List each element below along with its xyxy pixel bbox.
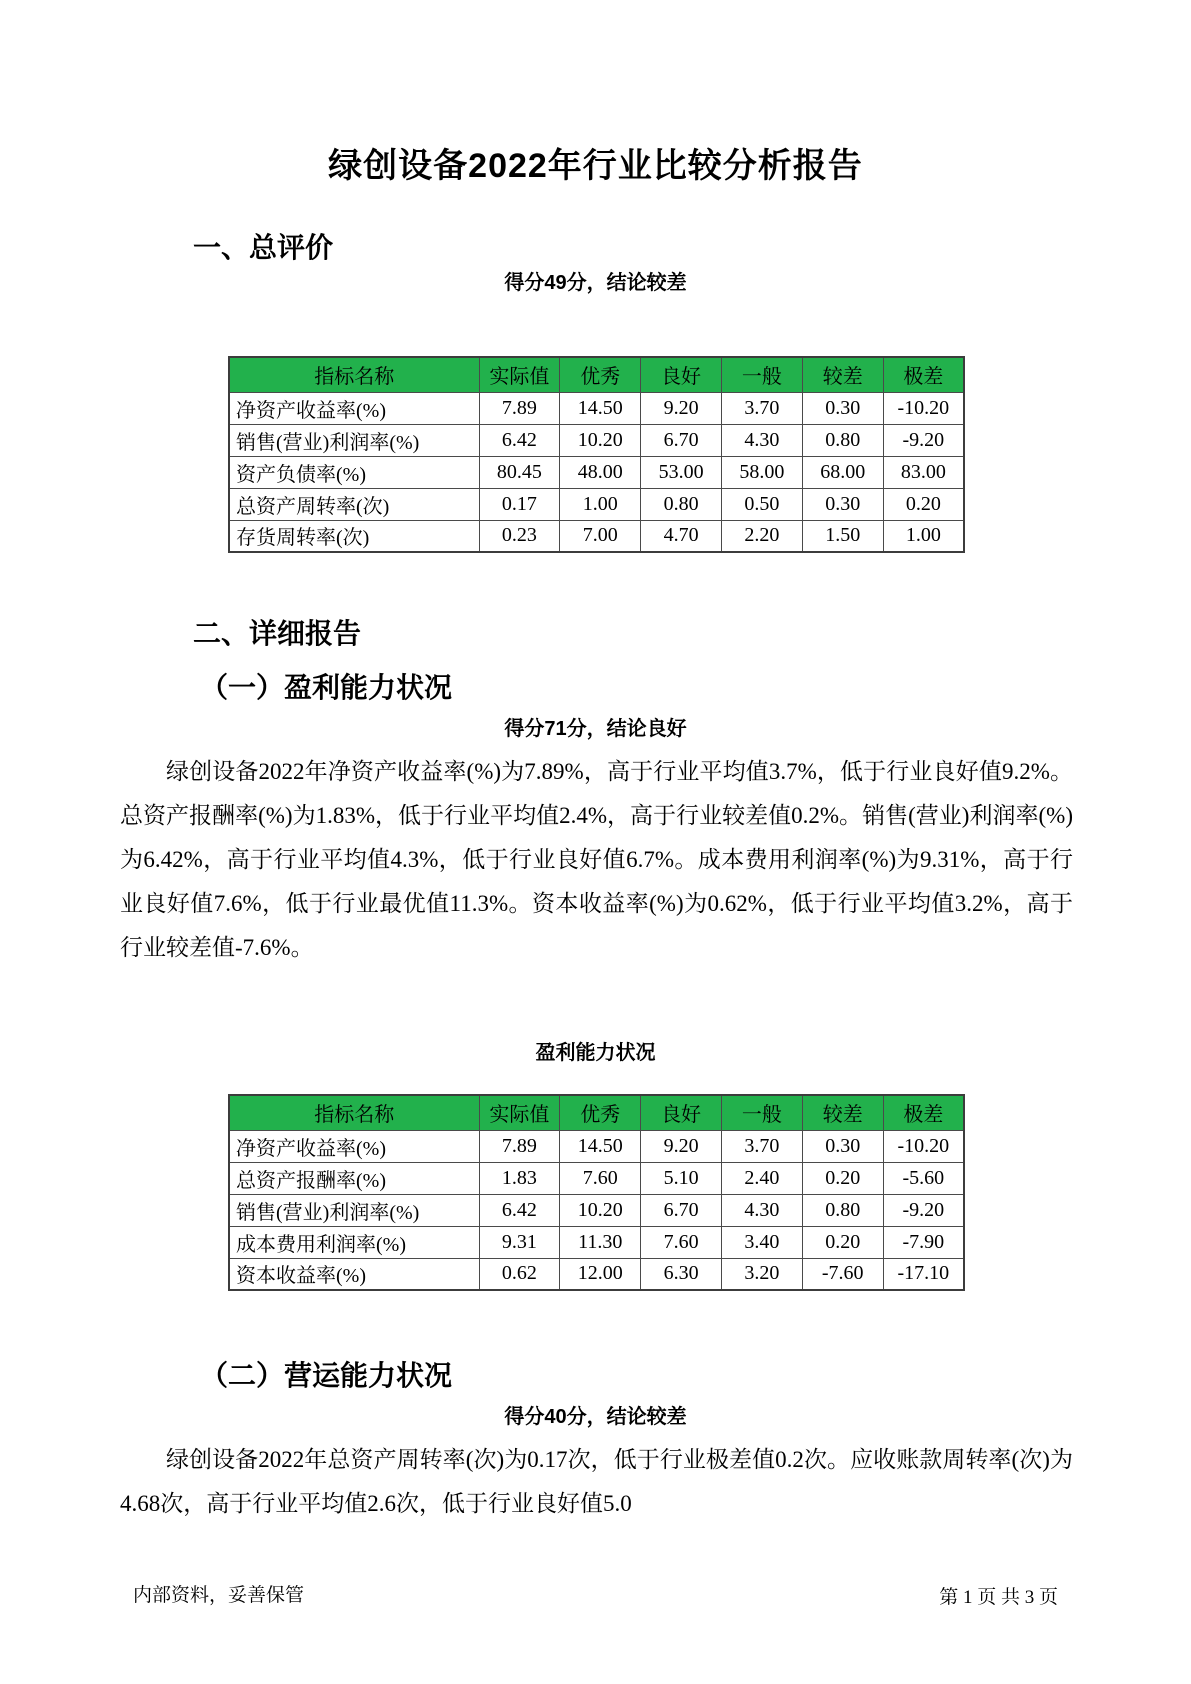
value-cell: 6.30 (641, 1258, 722, 1290)
value-cell: 0.30 (802, 392, 883, 424)
indicator-name-cell: 资产负债率(%) (229, 456, 479, 488)
table-row (229, 392, 964, 424)
value-cell: -7.60 (802, 1258, 883, 1290)
profitability-indicator-table (228, 1094, 965, 1291)
table-row (229, 456, 964, 488)
table-row (229, 1162, 964, 1194)
value-cell: 9.20 (641, 1130, 722, 1162)
column-header: 极差 (883, 1095, 964, 1130)
value-cell: 0.62 (479, 1258, 560, 1290)
column-header: 一般 (721, 357, 802, 392)
value-cell: 7.60 (560, 1162, 641, 1194)
value-cell: 7.00 (560, 520, 641, 552)
value-cell: 0.30 (802, 488, 883, 520)
column-header: 良好 (641, 357, 722, 392)
indicator-name-cell: 销售(营业)利润率(%) (229, 424, 479, 456)
value-cell: 7.60 (641, 1226, 722, 1258)
value-cell: 3.70 (721, 392, 802, 424)
value-cell: 0.20 (883, 488, 964, 520)
value-cell: 0.20 (802, 1162, 883, 1194)
value-cell: 3.20 (721, 1258, 802, 1290)
column-header: 较差 (802, 1095, 883, 1130)
value-cell: 6.70 (641, 424, 722, 456)
indicator-name-cell: 净资产收益率(%) (229, 392, 479, 424)
value-cell: 6.42 (479, 424, 560, 456)
footer-page-number: 第 1 页 共 3 页 (939, 1587, 1058, 1608)
value-cell: 2.20 (721, 520, 802, 552)
value-cell: 7.89 (479, 1130, 560, 1162)
value-cell: 0.20 (802, 1226, 883, 1258)
profitability-paragraph: 绿创设备2022年净资产收益率(%)为7.89%，高于行业平均值3.7%，低于行业良好值9.2%。总资产报酬率(%)为1.83%，低于行业平均值2.4%，高于行业较差值0.2%。销售(营业)利润率(%)为6.42%，高于行业平均值4.3%，低于行业良好值6.7%。成本费用利润率(%)为9.31%，高于行业良好值7.6%，低于行业最优值11.3%。资本收益率(%)为0.62%，低于行业平均值3.2%，高于行业较差值-7.6%。 (120, 759, 1073, 960)
value-cell: 6.42 (479, 1194, 560, 1226)
value-cell: 4.70 (641, 520, 722, 552)
value-cell: 10.20 (560, 1194, 641, 1226)
value-cell: 1.83 (479, 1162, 560, 1194)
column-header: 极差 (883, 357, 964, 392)
table-row (229, 488, 964, 520)
value-cell: 3.40 (721, 1226, 802, 1258)
column-header: 较差 (802, 357, 883, 392)
indicator-name-cell: 总资产周转率(次) (229, 488, 479, 520)
value-cell: 12.00 (560, 1258, 641, 1290)
value-cell: 14.50 (560, 392, 641, 424)
value-cell: 0.50 (721, 488, 802, 520)
indicator-name-cell: 总资产报酬率(%) (229, 1162, 479, 1194)
operating-score-line: 得分40分，结论较差 (504, 1406, 687, 1428)
value-cell: 9.20 (641, 392, 722, 424)
column-header: 指标名称 (229, 1095, 479, 1130)
value-cell: 0.80 (802, 424, 883, 456)
value-cell: 68.00 (802, 456, 883, 488)
table-row (229, 1226, 964, 1258)
value-cell: 0.80 (641, 488, 722, 520)
value-cell: 58.00 (721, 456, 802, 488)
table-header-row (229, 357, 964, 392)
value-cell: 1.00 (560, 488, 641, 520)
value-cell: -5.60 (883, 1162, 964, 1194)
value-cell: 83.00 (883, 456, 964, 488)
value-cell: 2.40 (721, 1162, 802, 1194)
indicator-name-cell: 资本收益率(%) (229, 1258, 479, 1290)
value-cell: 1.50 (802, 520, 883, 552)
value-cell: -17.10 (883, 1258, 964, 1290)
value-cell: 0.17 (479, 488, 560, 520)
heading-operating: （二）营运能力状况 (200, 1360, 453, 1391)
value-cell: 9.31 (479, 1226, 560, 1258)
column-header: 实际值 (479, 1095, 560, 1130)
value-cell: 3.70 (721, 1130, 802, 1162)
value-cell: 5.10 (641, 1162, 722, 1194)
value-cell: 0.80 (802, 1194, 883, 1226)
footer-confidential-note: 内部资料，妥善保管 (133, 1585, 305, 1606)
table-row (229, 1258, 964, 1290)
table-row (229, 1130, 964, 1162)
column-header: 一般 (721, 1095, 802, 1130)
value-cell: 10.20 (560, 424, 641, 456)
value-cell: 4.30 (721, 1194, 802, 1226)
value-cell: 7.89 (479, 392, 560, 424)
profitability-score-line: 得分71分，结论良好 (504, 718, 687, 740)
value-cell: 6.70 (641, 1194, 722, 1226)
indicator-name-cell: 成本费用利润率(%) (229, 1226, 479, 1258)
column-header: 实际值 (479, 357, 560, 392)
value-cell: -7.90 (883, 1226, 964, 1258)
column-header: 优秀 (560, 1095, 641, 1130)
value-cell: 4.30 (721, 424, 802, 456)
value-cell: -9.20 (883, 424, 964, 456)
table-row (229, 520, 964, 552)
value-cell: -10.20 (883, 1130, 964, 1162)
value-cell: 48.00 (560, 456, 641, 488)
value-cell: 14.50 (560, 1130, 641, 1162)
heading-overall-evaluation: 一、总评价 (193, 232, 334, 263)
profitability-table-caption: 盈利能力状况 (535, 1042, 656, 1064)
value-cell: 0.30 (802, 1130, 883, 1162)
indicator-name-cell: 存货周转率(次) (229, 520, 479, 552)
overall-score-line: 得分49分，结论较差 (504, 272, 687, 294)
value-cell: 0.23 (479, 520, 560, 552)
value-cell: -10.20 (883, 392, 964, 424)
heading-detail-report: 二、详细报告 (193, 618, 362, 649)
table-row (229, 1194, 964, 1226)
indicator-name-cell: 销售(营业)利润率(%) (229, 1194, 479, 1226)
heading-profitability: （一）盈利能力状况 (200, 672, 453, 703)
document-title: 绿创设备2022年行业比较分析报告 (328, 147, 863, 185)
table-row (229, 424, 964, 456)
overall-indicator-table (228, 356, 965, 553)
indicator-name-cell: 净资产收益率(%) (229, 1130, 479, 1162)
operating-paragraph: 绿创设备2022年总资产周转率(次)为0.17次，低于行业极差值0.2次。应收账款周转率(次)为4.68次，高于行业平均值2.6次，低于行业良好值5.0 (120, 1447, 1073, 1516)
table-header-row (229, 1095, 964, 1130)
value-cell: -9.20 (883, 1194, 964, 1226)
column-header: 良好 (641, 1095, 722, 1130)
value-cell: 53.00 (641, 456, 722, 488)
value-cell: 11.30 (560, 1226, 641, 1258)
column-header: 优秀 (560, 357, 641, 392)
column-header: 指标名称 (229, 357, 479, 392)
value-cell: 80.45 (479, 456, 560, 488)
value-cell: 1.00 (883, 520, 964, 552)
